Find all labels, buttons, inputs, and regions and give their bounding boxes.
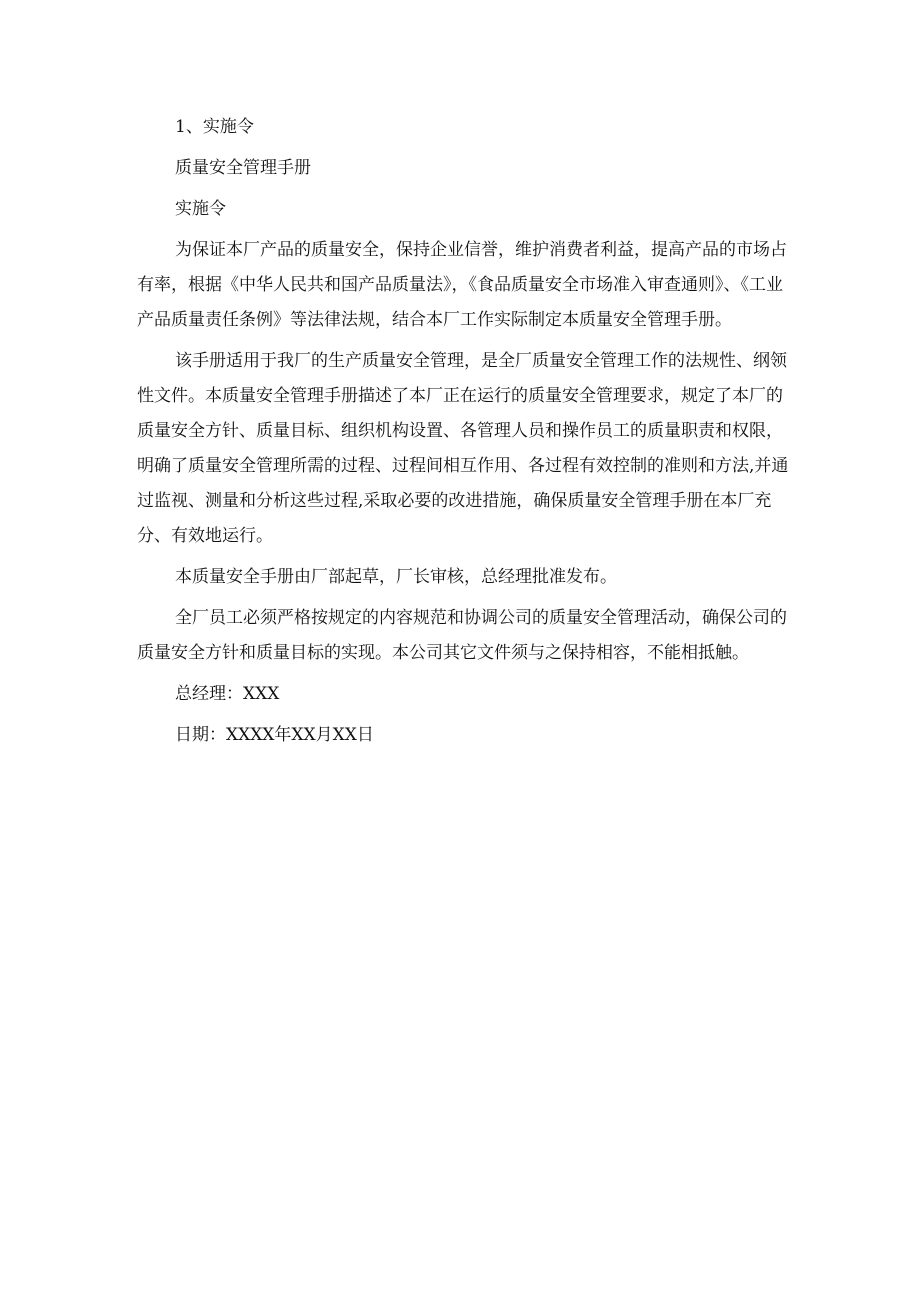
paragraph-purpose: 为保证本厂产品的质量安全，保持企业信誉，维护消费者利益，提高产品的市场占有率，根据《中华人民共和国产品质量法》，《食品质量安全市场准入审查通则》、《工业产品质量责任条例》等法律法规，结合本厂工作实际制定本质量安全管理手册。 bbox=[137, 240, 787, 330]
paragraph-compliance: 全厂员工必须严格按规定的内容规范和协调公司的质量安全管理活动，确保公司的质量安全方针和质量目标的实现。本公司其它文件须与之保持相容，不能相抵触。 bbox=[137, 608, 787, 663]
paragraph-scope: 该手册适用于我厂的生产质量安全管理，是全厂质量安全管理工作的法规性、纲领性文件。本质量安全管理手册描述了本厂正在运行的质量安全管理要求，规定了本厂的质量安全方针、质量目标、组织机构设置、各管理人员和操作员工的质量职责和权限，明确了质量安全管理所需的过程、过程间相互作用、各过程有效控制的准则和方法,并通过监视、测量和分析这些过程,采取必要的改进措施，确保质量安全管理手册在本厂充分、有效地运行。 bbox=[137, 351, 789, 546]
manual-title: 质量安全管理手册 bbox=[175, 158, 311, 178]
document-body bbox=[137, 110, 797, 759]
section-heading: 1、实施令 bbox=[175, 117, 254, 137]
paragraph-approval: 本质量安全手册由厂部起草，厂长审核，总经理批准发布。 bbox=[175, 567, 617, 587]
order-title: 实施令 bbox=[175, 199, 226, 219]
date-line: 日期：XXXX年XX月XX日 bbox=[175, 725, 374, 745]
signature-line: 总经理：XXX bbox=[175, 684, 280, 704]
